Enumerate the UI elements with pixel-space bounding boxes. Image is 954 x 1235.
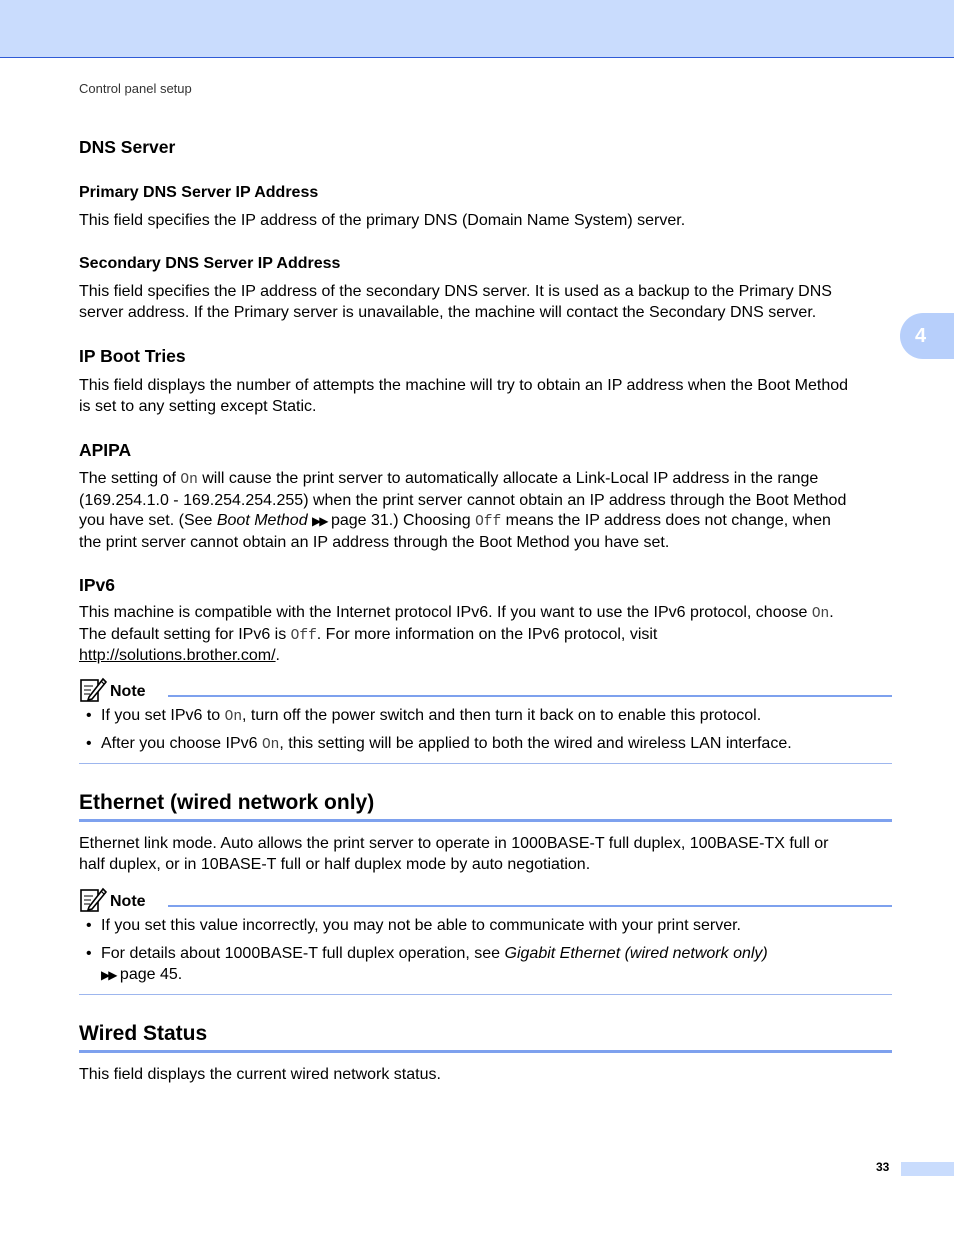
secondary-dns-line2: server address. If the Primary server is unavailable, the machine will contact the Secondary DNS server. xyxy=(79,303,817,321)
ethernet-line1: Ethernet link mode. Auto allows the print server to operate in 1000BASE-T full duplex, 100BASE-TX full or xyxy=(79,835,829,852)
note2-b2-b: page 45. xyxy=(115,966,183,983)
secondary-dns-text xyxy=(79,282,892,323)
note-bullet: • If you set this value incorrectly, you may not be able to communicate with your print server. xyxy=(86,917,741,934)
boot-method-ref: Boot Method xyxy=(216,512,308,529)
note-bullet: • If you set IPv6 to On, turn off the power switch and then turn it back on to enable this protocol. xyxy=(86,707,762,725)
chapter-tab xyxy=(900,313,954,359)
apipa-line2: (169.254.1.0 - 169.254.254.255) when the print server cannot obtain an IP address through the Boot Method xyxy=(79,491,847,509)
apipa-text-a: The setting of xyxy=(79,470,181,487)
ip-boot-heading: IP Boot Tries xyxy=(79,346,186,366)
note-label: Note xyxy=(110,893,146,910)
double-arrow-icon: ▶▶ xyxy=(312,514,327,528)
note2-b2-a: For details about 1000BASE-T full duplex operation, see xyxy=(101,945,505,962)
note-header xyxy=(79,677,892,705)
ipv6-text-e: . xyxy=(275,647,280,664)
wired-status-heading: Wired Status xyxy=(79,1022,208,1045)
ipv6-line2 xyxy=(79,625,892,647)
note-bullet: • After you choose IPv6 On, this setting will be applied to both the wired and wireless LAN interface. xyxy=(86,735,792,753)
ipv6-text-b: . xyxy=(829,604,834,621)
apipa-text-d: page 31.) Choosing xyxy=(326,512,476,529)
ipv6-line3 xyxy=(79,646,892,667)
ipv6-off-code: Off xyxy=(290,627,317,644)
ethernet-text xyxy=(79,834,892,875)
ipv6-text-a: This machine is compatible with the Internet protocol IPv6. If you want to use the IPv6 protocol, choose xyxy=(79,604,812,621)
header-band xyxy=(0,0,954,58)
note1-b1-code: On xyxy=(224,709,243,725)
apipa-on-code: On xyxy=(180,472,198,488)
apipa-heading: APIPA xyxy=(79,440,132,460)
ip-boot-line2: is set to any setting except Static. xyxy=(79,397,317,415)
note-pencil-icon xyxy=(79,677,107,703)
ethernet-heading-rule xyxy=(79,819,892,822)
ipv6-line1 xyxy=(79,603,892,625)
primary-dns-text: This field specifies the IP address of the primary DNS (Domain Name System) server. xyxy=(79,212,686,229)
ipv6-text-d: . For more information on the IPv6 protocol, visit xyxy=(316,625,658,643)
note-bottom-rule xyxy=(79,763,892,764)
chapter-number: 4 xyxy=(915,324,927,347)
secondary-dns-line1: This field specifies the IP address of the secondary DNS server. It is used as a backup to the Primary DNS xyxy=(79,283,832,300)
note-bottom-rule xyxy=(79,994,892,995)
ipv6-on-code: On xyxy=(811,606,830,622)
ipv6-heading: IPv6 xyxy=(79,575,115,595)
brother-solutions-link[interactable]: http://solutions.brother.com/ xyxy=(79,647,276,664)
note-bullet: • For details about 1000BASE-T full duplex operation, see Gigabit Ethernet (wired network only) ▶▶ page 45. xyxy=(86,945,768,983)
apipa-line1 xyxy=(79,469,892,491)
double-arrow-icon: ▶▶ xyxy=(101,968,116,982)
ipv6-text xyxy=(79,603,892,667)
secondary-dns-heading: Secondary DNS Server IP Address xyxy=(79,255,341,272)
primary-dns-heading: Primary DNS Server IP Address xyxy=(79,184,319,201)
note-pencil-icon xyxy=(79,887,107,913)
ethernet-line2: half duplex, or in 10BASE-T full or half duplex mode by auto negotiation. xyxy=(79,855,591,873)
apipa-text xyxy=(79,469,892,553)
apipa-line4: the print server cannot obtain an IP address through the Boot Method you have set. xyxy=(79,533,670,551)
ethernet-heading: Ethernet (wired network only) xyxy=(79,791,375,814)
note1-b1-a: If you set IPv6 to xyxy=(101,707,225,724)
wired-status-heading-rule xyxy=(79,1050,892,1053)
ip-boot-text xyxy=(79,376,892,417)
note-rule xyxy=(168,905,892,907)
apipa-text-e: means the IP address does not change, when xyxy=(501,512,831,529)
note-label: Note xyxy=(110,683,146,700)
note1-b2-a: After you choose IPv6 xyxy=(101,735,262,752)
ip-boot-line1: This field displays the number of attempts the machine will try to obtain an IP address when the Boot Method xyxy=(79,377,849,394)
note-header xyxy=(79,887,892,915)
footer-bar xyxy=(901,1162,954,1176)
note1-b1-b: , turn off the power switch and then turn it back on to enable this protocol. xyxy=(242,707,762,724)
breadcrumb: Control panel setup xyxy=(79,81,192,96)
wired-status-text: This field displays the current wired network status. xyxy=(79,1066,441,1083)
note1-b2-code: On xyxy=(261,737,280,753)
dns-server-heading: DNS Server xyxy=(79,137,176,157)
apipa-text-c: you have set. (See xyxy=(79,512,217,529)
page-number: 33 xyxy=(876,1160,890,1174)
gigabit-ethernet-ref: Gigabit Ethernet (wired network only) xyxy=(504,945,768,962)
apipa-text-b: will cause the print server to automatically allocate a Link-Local IP address in the range xyxy=(197,470,819,487)
note1-b2-b: , this setting will be applied to both the wired and wireless LAN interface. xyxy=(279,735,792,752)
note2-b1: If you set this value incorrectly, you may not be able to communicate with your print server. xyxy=(101,917,741,934)
apipa-off-code: Off xyxy=(475,514,502,530)
apipa-line3 xyxy=(79,511,892,533)
note-rule xyxy=(168,695,892,697)
ipv6-text-c: The default setting for IPv6 is xyxy=(79,625,291,643)
